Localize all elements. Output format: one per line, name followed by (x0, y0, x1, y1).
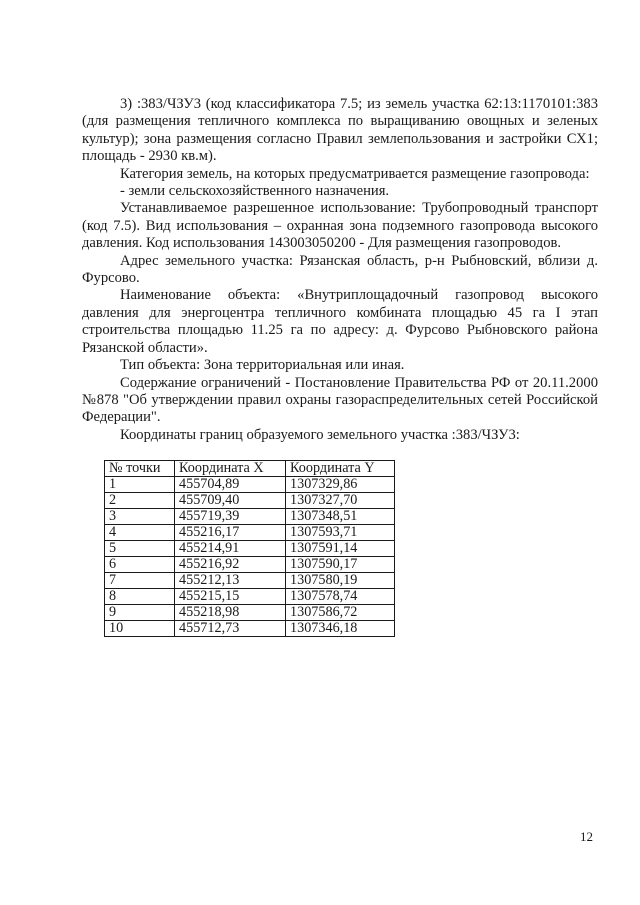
table-row (105, 541, 395, 557)
table-row (105, 605, 395, 621)
cell-coordinate-y: 1307578,74 (286, 589, 395, 605)
cell-coordinate-y: 1307593,71 (286, 525, 395, 541)
cell-point-number: 1 (105, 477, 175, 493)
page-number: 12 (580, 829, 593, 844)
cell-point-number: 4 (105, 525, 175, 541)
paragraph-restrictions: Содержание ограничений - Постановление Правительства РФ от 20.11.2000 №878 "Об утверждении правил охраны газораспределительных сетей Российской Федерации". (82, 374, 598, 426)
paragraph-object-type: Тип объекта: Зона территориальная или иная. (120, 357, 405, 374)
cell-coordinate-y: 1307580,19 (286, 573, 395, 589)
table-row (105, 525, 395, 541)
cell-coordinate-x: 455216,92 (175, 557, 286, 573)
cell-coordinate-y: 1307329,86 (286, 477, 395, 493)
cell-coordinate-x: 455712,73 (175, 621, 286, 637)
cell-point-number: 6 (105, 557, 175, 573)
table-row (105, 557, 395, 573)
cell-point-number: 5 (105, 541, 175, 557)
cell-point-number: 3 (105, 509, 175, 525)
cell-coordinate-y: 1307346,18 (286, 621, 395, 637)
table-row (105, 589, 395, 605)
paragraph-address: Адрес земельного участка: Рязанская область, р-н Рыбновский, вблизи д. Фурсово. (82, 252, 598, 287)
table-row (105, 573, 395, 589)
body-text (82, 96, 598, 444)
cell-coordinate-x: 455218,98 (175, 605, 286, 621)
table-header-row (105, 461, 395, 477)
cell-coordinate-x: 455704,89 (175, 477, 286, 493)
cell-point-number: 2 (105, 493, 175, 509)
paragraph-coordinates-title: Координаты границ образуемого земельного участка :383/ЧЗУ3: (120, 426, 520, 443)
paragraph-land-category-value: - земли сельскохозяйственного назначения. (120, 183, 390, 200)
cell-point-number: 10 (105, 621, 175, 637)
cell-point-number: 7 (105, 573, 175, 589)
paragraph-permitted-use: Устанавливаемое разрешенное использование: Трубопроводный транспорт (код 7.5). Вид использования – охранная зона подземного газопровода высокого давления. Код использования 143003050200 - Для размещения газопроводов. (82, 200, 598, 252)
header-coordinate-x: Координата X (175, 461, 286, 477)
table-row (105, 621, 395, 637)
paragraph-land-category: Категория земель, на которых предусматривается размещение газопровода: (120, 165, 590, 182)
cell-coordinate-y: 1307590,17 (286, 557, 395, 573)
cell-coordinate-x: 455212,13 (175, 573, 286, 589)
coordinates-table (104, 460, 395, 637)
cell-point-number: 9 (105, 605, 175, 621)
table-row (105, 493, 395, 509)
paragraph-land-plot-3: 3) :383/ЧЗУ3 (код классификатора 7.5; из земель участка 62:13:1170101:383 (для размещения тепличного комплекса по выращиванию овощных и зеленых культур); зона размещения согласно Правил землепользования и застройки СХ1; площадь - 2930 кв.м). (82, 96, 598, 165)
cell-coordinate-x: 455216,17 (175, 525, 286, 541)
table-row (105, 509, 395, 525)
cell-coordinate-y: 1307591,14 (286, 541, 395, 557)
cell-coordinate-x: 455214,91 (175, 541, 286, 557)
header-point-number: № точки (105, 461, 175, 477)
cell-coordinate-x: 455719,39 (175, 509, 286, 525)
paragraph-object-name: Наименование объекта: «Внутриплощадочный газопровод высокого давления для энергоцентра тепличного комбината площадью 45 га I этап строительства площадью 11.25 га по адресу: д. Фурсово Рыбновского района Рязанской области». (82, 287, 598, 356)
cell-coordinate-y: 1307327,70 (286, 493, 395, 509)
table-row (105, 477, 395, 493)
cell-coordinate-x: 455709,40 (175, 493, 286, 509)
cell-coordinate-x: 455215,15 (175, 589, 286, 605)
header-coordinate-y: Координата Y (286, 461, 395, 477)
cell-coordinate-y: 1307586,72 (286, 605, 395, 621)
cell-point-number: 8 (105, 589, 175, 605)
cell-coordinate-y: 1307348,51 (286, 509, 395, 525)
